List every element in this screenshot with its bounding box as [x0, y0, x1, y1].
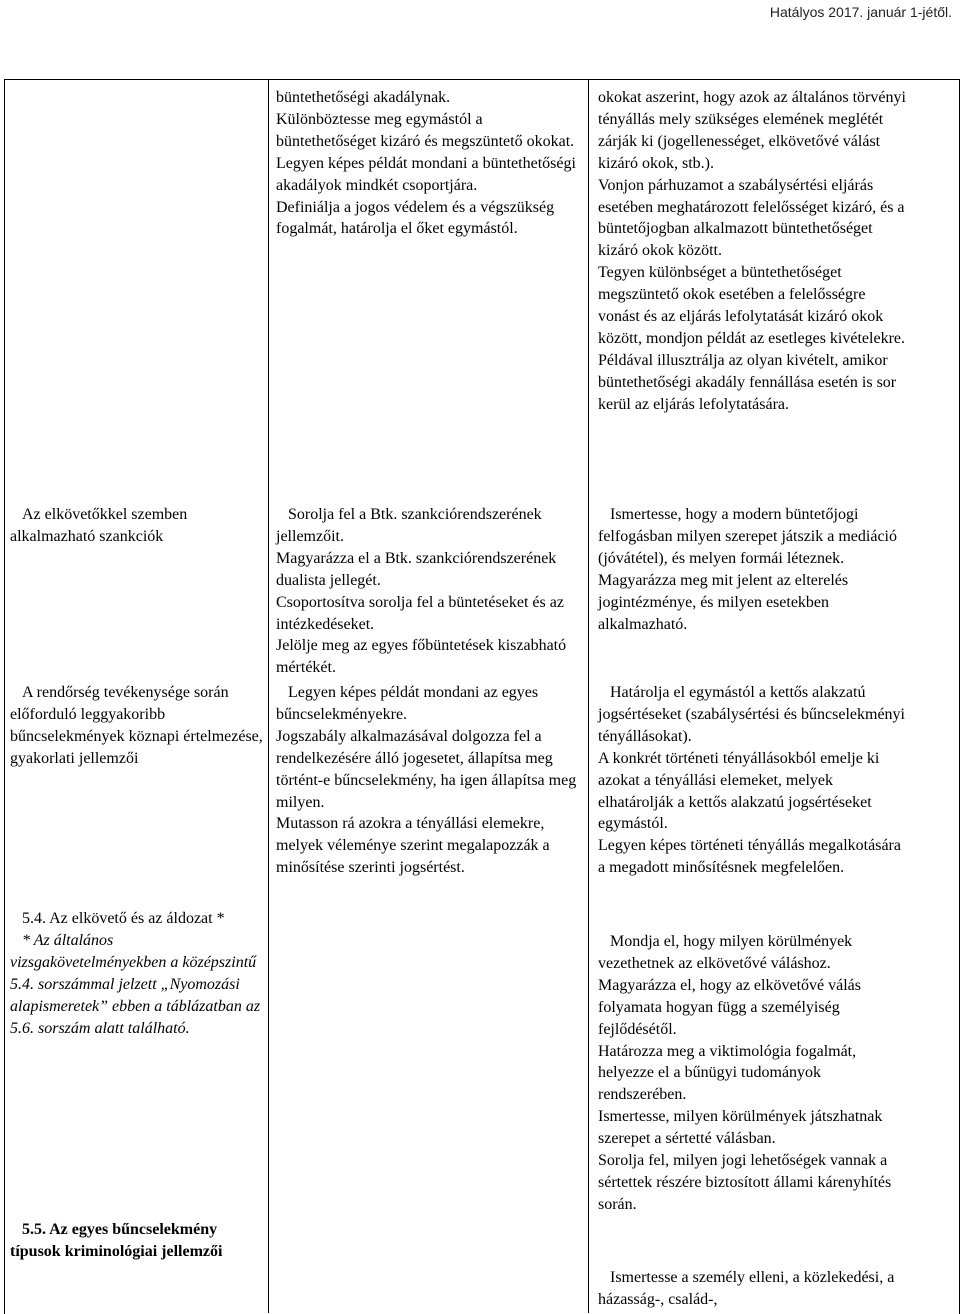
- mid-cell-crimes: [276, 682, 582, 879]
- cell-text: Sorolja fel a Btk. szankciórendszerének jellemzőit.: [276, 506, 542, 545]
- mid-cell-sanctions: [276, 504, 582, 679]
- right-cell-sanctions: [598, 504, 910, 635]
- cell-text: Jelölje meg az egyes főbüntetések kiszabható mértékét.: [276, 637, 567, 677]
- cell-text: Vonjon párhuzamot a szabálysértési eljárás esetében meghatározott felelősséget kizáró, és a büntetőjogban alkalmazott büntethetőséget kizáró okok között.: [598, 176, 905, 260]
- cell-text: Ismertesse, milyen körülmények játszhatnak szerepet a sértetté válásban.: [598, 1108, 883, 1148]
- cell-text: Ismertesse, hogy a modern büntetőjogi felfogásban milyen szerepet játszik a mediáció (jóvátétel), és melyen formái léteznek.: [598, 506, 897, 567]
- prev-row-mid-cell: [276, 87, 582, 240]
- right-cell-crimes: [598, 682, 910, 879]
- page-header: Hatályos 2017. január 1-jétől.: [769, 4, 952, 20]
- right-cell-offender-victim: [598, 931, 910, 1216]
- cell-text: Mutasson rá azokra a tényállási elemekre, melyek véleménye szerint megalapozzák a minősítése szerinti jogsértést.: [276, 815, 550, 877]
- cell-text: Legyen képes példát mondani a büntethetőségi akadályok mindkét csoportjára.: [276, 154, 576, 194]
- cell-text: A konkrét történeti tényállásokból emelje ki azokat a tényállási elemeket, melyek elhatárolják a kettős alakzatú jogsértéseket egymástól.: [598, 749, 880, 833]
- right-cell-criminology: [598, 1267, 910, 1311]
- column-divider-2: [588, 79, 589, 1313]
- cell-text: Példával illusztrálja az olyan kivételt, amikor büntethetőségi akadály fennállása esetén is sor kerül az eljárás lefolytatására.: [598, 351, 897, 413]
- cell-text: Mondja el, hogy milyen körülmények vezethetnek az elkövetővé váláshoz.: [598, 933, 853, 972]
- footnote-text: * Az általános vizsgakövetelményekben a középszintű 5.4. sorszámmal jelzett „Nyomozási alapismeretek” ebben a táblázatban az 5.6. sorszám alatt található.: [10, 931, 261, 1037]
- cell-text: Definiálja a jogos védelem és a végszükség fogalmát, határolja el őket egymástól.: [276, 198, 555, 238]
- topic-cell-crimes: [10, 682, 266, 770]
- column-divider-1: [268, 79, 269, 1313]
- cell-text: Csoportosítva sorolja fel a büntetéseket és az intézkedéseket.: [276, 593, 564, 633]
- topic-title: Az elkövetőkkel szemben alkalmazható szankciók: [10, 506, 188, 545]
- cell-text: Jogszabály alkalmazásával dolgozza fel a rendelkezésére álló jogesetet, állapítsa meg történt-e bűncselekmény, ha igen állapítsa meg milyen.: [276, 727, 577, 811]
- topic-cell-sanctions: [10, 504, 262, 548]
- topic-title: 5.5. Az egyes bűncselekmény típusok kriminológiai jellemzői: [10, 1221, 223, 1260]
- cell-text: Sorolja fel, milyen jogi lehetőségek vannak a sértettek részére biztosított állami kárenyhítés során.: [598, 1152, 892, 1213]
- cell-text: büntethetőségi akadálynak.: [276, 89, 451, 106]
- cell-text: Határolja el egymástól a kettős alakzatú jogsértéseket (szabálysértési és bűncselekményi tényállásokat).: [598, 684, 905, 745]
- cell-text: okokat aszerint, hogy azok az általános törvényi tényállás mely szükséges elemének meglétét zárják ki (jogellenességet, elkövetővé válást kizáró okok, stb.).: [598, 89, 906, 172]
- cell-text: Magyarázza el a Btk. szankciórendszerének dualista jellegét.: [276, 549, 557, 589]
- cell-text: Magyarázza el, hogy az elkövetővé válás folyamata hogyan függ a személyiség fejlődésétől.: [598, 976, 861, 1038]
- topic-title: A rendőrség tevékenysége során előforduló leggyakoribb bűncselekmények köznapi értelmezése, gyakorlati jellemzői: [10, 684, 263, 767]
- cell-text: Legyen képes történeti tényállás megalkotására a megadott minősítésnek megfelelően.: [598, 837, 901, 877]
- cell-text: Különböztesse meg egymástól a büntethetőséget kizáró és megszüntető okokat.: [276, 110, 575, 150]
- cell-text: Ismertesse a személy elleni, a közlekedési, a házasság-, család-,: [598, 1269, 895, 1308]
- cell-text: Magyarázza meg mit jelent az elterelés jogintézménye, és milyen esetekben alkalmazható.: [598, 571, 849, 633]
- topic-title: 5.4. Az elkövető és az áldozat *: [22, 910, 225, 927]
- topic-cell-offender-victim: [10, 908, 266, 1039]
- prev-row-right-cell: [598, 87, 910, 416]
- cell-text: Határozza meg a viktimológia fogalmát, helyezze el a bűnügyi tudományok rendszerében.: [598, 1042, 857, 1104]
- cell-text: Tegyen különbséget a büntethetőséget megszüntető okok esetében a felelősségre vonást és az eljárás lefolytatását kizáró okok között, mondjon példát az esetleges kivételekre.: [598, 264, 905, 347]
- topic-cell-criminology: [10, 1219, 266, 1263]
- cell-text: Legyen képes példát mondani az egyes bűncselekményekre.: [276, 684, 539, 723]
